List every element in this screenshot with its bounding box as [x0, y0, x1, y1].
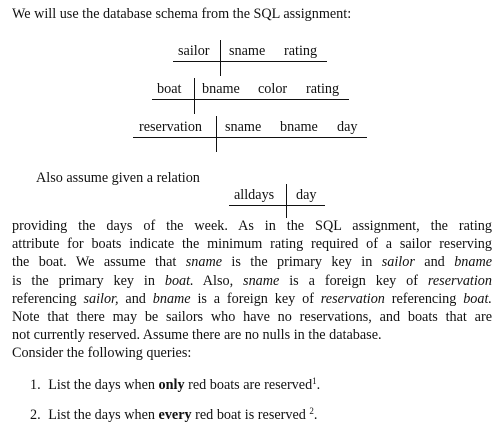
paragraph-line: Consider the following queries: — [12, 345, 192, 362]
schema-separator — [220, 40, 221, 76]
attr-sname: sname — [225, 119, 262, 135]
paragraph-line: attribute for boats indicate the minimum rating required of a sailor reserving — [12, 236, 492, 253]
schema-underline — [173, 61, 327, 62]
intro-text: We will use the database schema from the SQL assignment: — [12, 6, 352, 22]
paragraph-line: Note that there may be sailors who have no reservations, and boats that are — [12, 309, 492, 326]
attr-day: day — [337, 119, 358, 135]
paragraph-line: providing the days of the week. As in the SQL assignment, the rating — [12, 218, 492, 234]
query-number: 2. — [30, 407, 41, 423]
assume-text: Also assume given a relation — [36, 170, 200, 186]
schema-underline — [133, 137, 367, 138]
query-item — [30, 407, 317, 424]
relation-name-reservation: reservation — [139, 119, 203, 135]
query-text: List the days when only red boats are reserved$^1$. — [48, 376, 321, 393]
attr-rating: rating — [284, 43, 318, 59]
schema-separator — [286, 184, 287, 218]
body-paragraph — [12, 217, 492, 363]
query-number: 1. — [30, 377, 41, 393]
attr-rating: rating — [306, 81, 340, 97]
paragraph-line: is the primary key in boat. Also, sname is a foreign key of reservation — [12, 272, 492, 289]
schema-underline — [152, 99, 349, 100]
relation-name-sailor: sailor — [178, 43, 210, 59]
attr-color: color — [258, 81, 288, 97]
attr-bname: bname — [280, 119, 318, 135]
attr-sname: sname — [229, 43, 266, 59]
schema-separator — [216, 116, 217, 152]
paragraph-line: not currently reserved. Assume there are no nulls in the database. — [12, 327, 382, 344]
schema-underline — [229, 205, 325, 206]
query-item — [30, 377, 320, 394]
relation-name-alldays: alldays — [234, 187, 275, 203]
paragraph-line: the boat. We assume that sname is the primary key in sailor and bname — [12, 254, 493, 271]
query-text: List the days when every red boat is reserved $^2$. — [48, 406, 318, 423]
schema-separator — [194, 78, 195, 114]
relation-name-boat: boat — [157, 81, 182, 97]
attr-bname: bname — [202, 81, 240, 97]
attr-day: day — [296, 187, 317, 203]
paragraph-line: referencing sailor, and bname is a foreign key of reservation referencing boat. — [12, 290, 492, 307]
